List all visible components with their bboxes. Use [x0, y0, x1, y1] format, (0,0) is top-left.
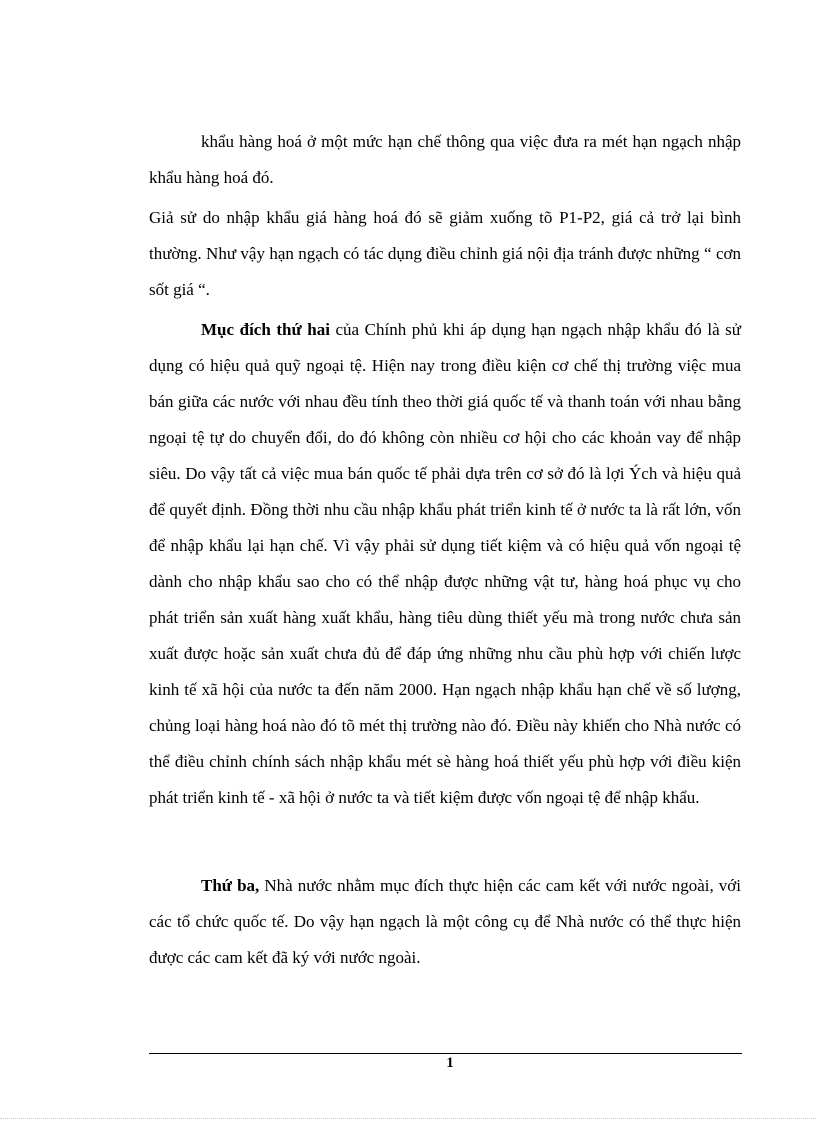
paragraph-text: khẩu hàng hoá ở một mức hạn chế thông qua việc đưa ra mét hạn ngạch nhập khẩu hàng hoá đó. — [149, 132, 741, 187]
paragraph-third-purpose — [149, 868, 741, 976]
paragraph-lead-heading: Mục đích thứ hai — [201, 320, 330, 339]
page-bottom-border — [0, 1118, 816, 1119]
page-number: 1 — [446, 1055, 454, 1071]
paragraph-lead-heading: Thứ ba, — [201, 876, 260, 895]
paragraph-continuation — [149, 124, 741, 196]
paragraph-price-effect — [149, 200, 741, 308]
paragraph-second-purpose — [149, 312, 741, 816]
paragraph-text: Nhà nước nhằm mục đích thực hiện các cam kết với nước ngoài, với các tổ chức quốc tế. Do vậy hạn ngạch là một công cụ để Nhà nước có thể thực hiện được các cam kết đã ký với nước ngoài. — [149, 876, 742, 967]
paragraph-text: Giả sử do nhập khẩu giá hàng hoá đó sẽ giảm xuống tõ P1-P2, giá cả trở lại bình thường. Như vậy hạn ngạch có tác dụng điều chỉnh giá nội địa tránh được những “ cơn sốt giá “. — [149, 208, 741, 299]
paragraph-text: của Chính phủ khi áp dụng hạn ngạch nhập khẩu đó là sử dụng có hiệu quả quỹ ngoại tệ. Hiện nay trong điều kiện cơ chế thị trường việc mua bán giữa các nước với nhau đều tính theo thời giá quốc tế và thanh toán với nhau bằng ngoại tệ tự do chuyển đổi, do đó không còn nhiều cơ hội cho các khoản vay để nhập siêu. Do vậy tất cả việc mua bán quốc tế phải dựa trên cơ sở đó là lợi Ých và hiệu quả để quyết định. Đồng thời nhu cầu nhập khẩu phát triển kinh tế ở nước ta là rất lớn, vốn để nhập khẩu lại hạn chế. Vì vậy phải sử dụng tiết kiệm và có hiệu quả vốn ngoại tệ dành cho nhập khẩu sao cho có thể nhập được những vật tư, hàng hoá phục vụ cho phát triển sản xuất hàng xuất khẩu, hàng tiêu dùng thiết yếu mà trong nước chưa sản xuất được hoặc sản xuất chưa đủ để đáp ứng những nhu cầu phù hợp với chiến lược kinh tế xã hội của nước ta đến năm 2000. Hạn ngạch nhập khẩu hạn chế về số lượng, chủng loại hàng hoá nào đó tõ mét thị trường nào đó. Điều này khiến cho Nhà nước có thể điều chỉnh chính sách nhập khẩu mét sè hàng hoá thiết yếu phù hợp với điều kiện phát triển kinh tế - xã hội ở nước ta và tiết kiệm được vốn ngoại tệ để nhập khẩu. — [149, 320, 742, 807]
